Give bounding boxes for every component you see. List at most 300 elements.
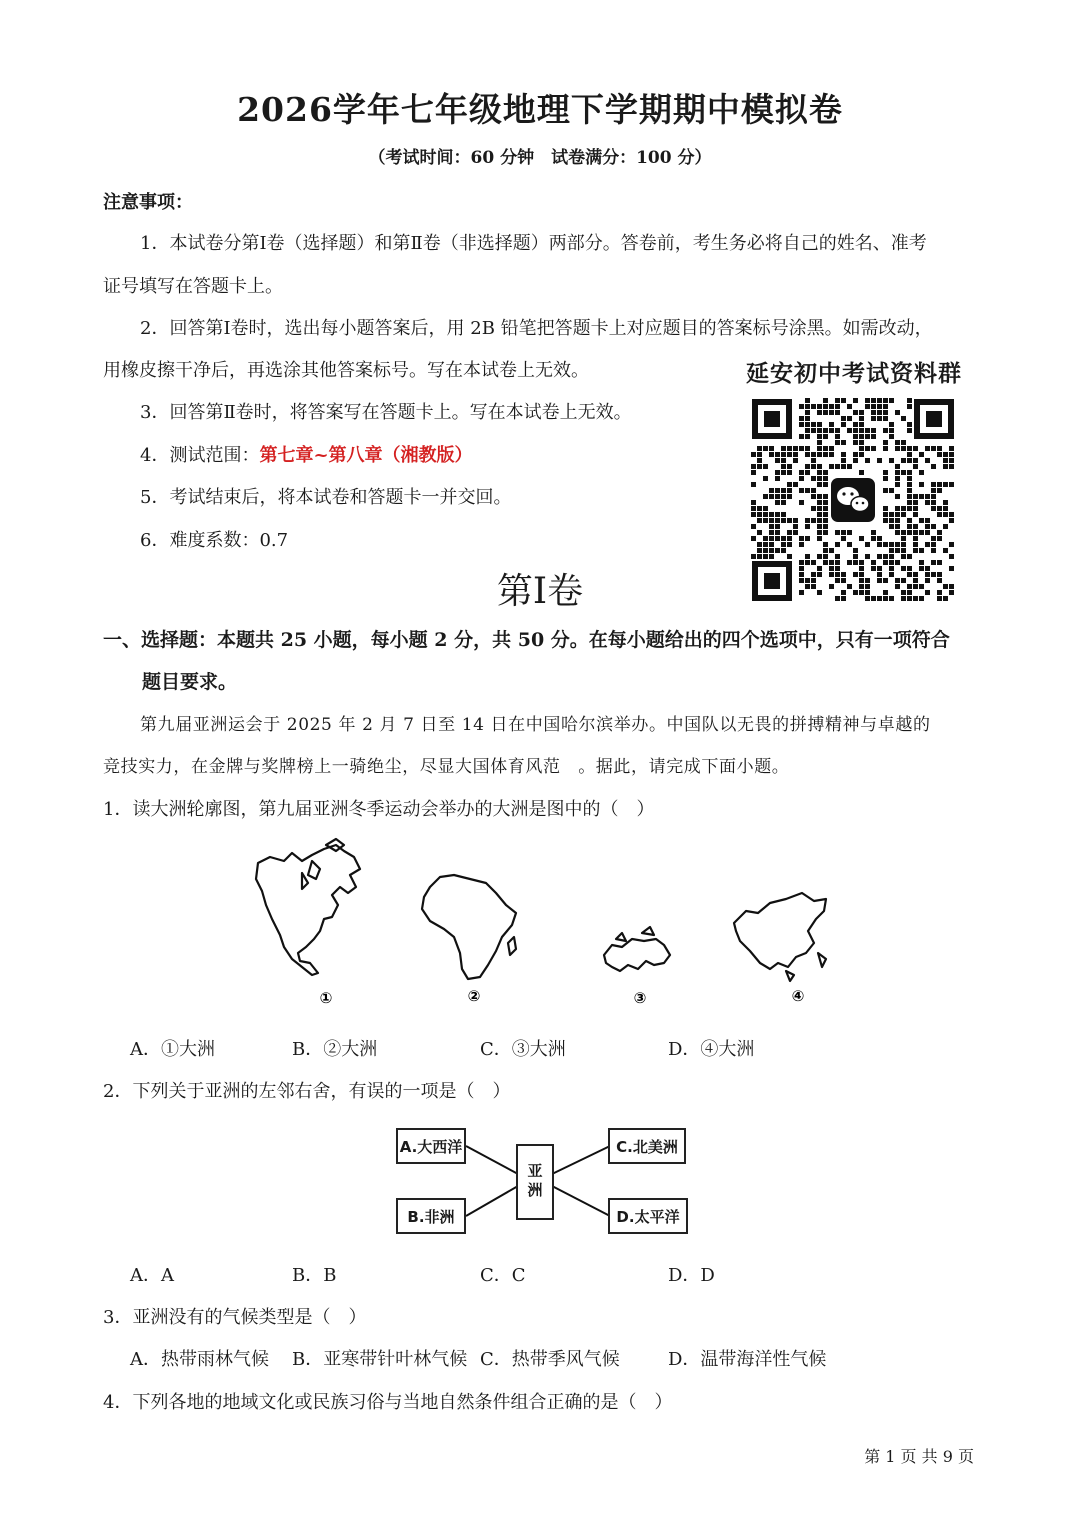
qr-module — [877, 410, 882, 415]
qr-module — [763, 446, 768, 451]
q2-box-c-label: C.北美洲 — [616, 1137, 678, 1156]
qr-module — [835, 464, 840, 469]
notes-heading: 注意事项： — [103, 192, 193, 213]
qr-module — [787, 482, 792, 487]
qr-module — [799, 434, 804, 439]
qr-module — [769, 548, 774, 553]
q1-option-c[interactable]: C．③大洲 — [480, 1039, 566, 1060]
qr-module — [775, 500, 780, 505]
qr-module — [907, 554, 912, 559]
qr-module — [919, 548, 924, 553]
qr-module — [865, 398, 870, 403]
qr-module — [781, 464, 786, 469]
qr-module — [823, 524, 828, 529]
qr-module — [781, 542, 786, 547]
note-3: 3．回答第Ⅱ卷时，将答案写在答题卡上。写在本试卷上无效。 — [140, 402, 632, 423]
qr-module — [865, 434, 870, 439]
map-label-2: ② — [467, 987, 481, 1005]
continent-asia-outline — [734, 893, 826, 969]
qr-module — [883, 554, 888, 559]
qr-module — [805, 404, 810, 409]
qr-module — [907, 446, 912, 451]
qr-module — [775, 524, 780, 529]
qr-module — [751, 554, 756, 559]
qr-module — [883, 440, 888, 445]
qr-module — [811, 488, 816, 493]
qr-module — [787, 536, 792, 541]
q3-option-b[interactable]: B．亚寒带针叶林气候 — [292, 1349, 468, 1370]
qr-module — [805, 410, 810, 415]
qr-module — [787, 530, 792, 535]
qr-module — [811, 464, 816, 469]
qr-module — [829, 404, 834, 409]
qr-module — [883, 512, 888, 517]
qr-module — [889, 548, 894, 553]
qr-module — [895, 512, 900, 517]
qr-module — [775, 548, 780, 553]
qr-module — [823, 452, 828, 457]
qr-module — [937, 482, 942, 487]
qr-module — [769, 518, 774, 523]
qr-module — [907, 524, 912, 529]
qr-module — [895, 542, 900, 547]
qr-module — [805, 422, 810, 427]
qr-module — [847, 464, 852, 469]
qr-module — [811, 452, 816, 457]
qr-module — [781, 548, 786, 553]
qr-module — [907, 506, 912, 511]
qr-module — [775, 476, 780, 481]
qr-module — [757, 548, 762, 553]
qr-module — [811, 428, 816, 433]
qr-module — [781, 518, 786, 523]
qr-module — [787, 464, 792, 469]
qr-module — [883, 476, 888, 481]
exam-title: 2026学年七年级地理下学期期中模拟卷 — [237, 90, 843, 129]
qr-module — [805, 554, 810, 559]
qr-module — [835, 410, 840, 415]
qr-module — [931, 524, 936, 529]
qr-module — [823, 404, 828, 409]
qr-module — [943, 482, 948, 487]
qr-module — [859, 428, 864, 433]
qr-module — [841, 422, 846, 427]
qr-module — [919, 482, 924, 487]
qr-module — [829, 464, 834, 469]
qr-module — [907, 530, 912, 535]
qr-module — [859, 446, 864, 451]
qr-module — [871, 434, 876, 439]
q2-option-a[interactable]: A．A — [130, 1265, 174, 1286]
qr-module — [763, 464, 768, 469]
qr-module — [901, 512, 906, 517]
qr-module — [913, 494, 918, 499]
qr-module — [817, 506, 822, 511]
qr-module — [751, 512, 756, 517]
qr-module — [937, 530, 942, 535]
q2-box-a — [396, 1128, 466, 1164]
qr-module — [823, 548, 828, 553]
qr-module — [835, 398, 840, 403]
q2-box-b — [396, 1198, 466, 1234]
qr-module — [907, 482, 912, 487]
qr-module — [769, 554, 774, 559]
qr-module — [763, 506, 768, 511]
qr-module — [865, 446, 870, 451]
qr-module — [889, 518, 894, 523]
q2-option-d[interactable]: D．D — [668, 1265, 715, 1286]
qr-module — [943, 452, 948, 457]
qr-module — [859, 536, 864, 541]
qr-module — [841, 458, 846, 463]
qr-module — [781, 458, 786, 463]
qr-module — [787, 554, 792, 559]
qr-module — [823, 518, 828, 523]
qr-module — [865, 554, 870, 559]
qr-module — [751, 500, 756, 505]
qr-module — [811, 506, 816, 511]
qr-module — [913, 500, 918, 505]
qr-module — [853, 440, 858, 445]
qr-module — [901, 446, 906, 451]
qr-module — [913, 530, 918, 535]
q2-option-c[interactable]: C．C — [480, 1265, 526, 1286]
q2-box-a-label: A.大西洋 — [399, 1137, 463, 1156]
qr-module — [757, 518, 762, 523]
qr-module — [877, 536, 882, 541]
qr-module — [937, 506, 942, 511]
qr-module — [925, 542, 930, 547]
qr-module — [757, 542, 762, 547]
qr-module — [925, 524, 930, 529]
map-label-3: ③ — [633, 989, 647, 1007]
qr-module — [823, 398, 828, 403]
qr-module — [823, 500, 828, 505]
qr-module — [913, 524, 918, 529]
qr-module — [901, 416, 906, 421]
qr-module — [865, 428, 870, 433]
qr-module — [823, 470, 828, 475]
qr-module — [907, 476, 912, 481]
qr-module — [781, 494, 786, 499]
qr-module — [853, 398, 858, 403]
qr-module — [817, 554, 822, 559]
qr-module — [859, 422, 864, 427]
qr-module — [763, 536, 768, 541]
qr-module — [817, 434, 822, 439]
qr-module — [877, 416, 882, 421]
section-1-line-1: 一、选择题：本题共 25 小题，每小题 2 分，共 50 分。在每小题给出的四个选项中，只有一项符合 — [103, 629, 950, 651]
qr-module — [871, 398, 876, 403]
qr-module — [799, 416, 804, 421]
story-line-2: 竞技实力，在金牌与奖牌榜上一骑绝尘，尽显大国体育风范 。据此，请完成下面小题。 — [103, 757, 790, 777]
qr-module — [907, 494, 912, 499]
qr-module — [931, 500, 936, 505]
qr-module — [931, 494, 936, 499]
q1-option-d[interactable]: D．④大洲 — [668, 1039, 755, 1060]
qr-module — [949, 482, 954, 487]
qr-module — [823, 482, 828, 487]
qr-module — [889, 398, 894, 403]
qr-module — [853, 410, 858, 415]
qr-module — [853, 434, 858, 439]
qr-module — [823, 410, 828, 415]
qr-module — [907, 488, 912, 493]
qr-module — [817, 512, 822, 517]
q2-option-b[interactable]: B．B — [292, 1265, 337, 1286]
qr-finder-top-right — [914, 399, 954, 439]
qr-module — [817, 530, 822, 535]
q1-option-b[interactable]: B．②大洲 — [292, 1039, 378, 1060]
qr-module — [811, 494, 816, 499]
qr-module — [781, 452, 786, 457]
qr-module — [883, 488, 888, 493]
qr-module — [823, 434, 828, 439]
qr-module — [877, 542, 882, 547]
qr-module — [889, 434, 894, 439]
qr-module — [817, 440, 822, 445]
qr-module — [949, 464, 954, 469]
qr-module — [847, 542, 852, 547]
qr-module — [841, 398, 846, 403]
qr-module — [805, 428, 810, 433]
qr-module — [757, 452, 762, 457]
map-label-1: ① — [319, 989, 333, 1007]
qr-module — [805, 398, 810, 403]
qr-module — [769, 446, 774, 451]
qr-module — [883, 446, 888, 451]
qr-module — [829, 446, 834, 451]
qr-module — [901, 458, 906, 463]
qr-module — [763, 476, 768, 481]
qr-module — [775, 488, 780, 493]
q2-box-d-label: D.太平洋 — [616, 1207, 680, 1226]
wechat-icon — [828, 475, 878, 525]
qr-module — [841, 416, 846, 421]
qr-module — [757, 554, 762, 559]
qr-module — [895, 506, 900, 511]
q2-box-center — [516, 1144, 554, 1220]
qr-module — [769, 494, 774, 499]
qr-module — [895, 410, 900, 415]
qr-module — [895, 470, 900, 475]
qr-module — [847, 416, 852, 421]
qr-module — [925, 458, 930, 463]
qr-module — [943, 458, 948, 463]
qr-module — [817, 446, 822, 451]
qr-module — [925, 530, 930, 535]
qr-module — [889, 512, 894, 517]
q4-stem: 4．下列各地的地域文化或民族习俗与当地自然条件组合正确的是（ ） — [103, 1392, 673, 1413]
qr-module — [817, 428, 822, 433]
continent-north-america-outline — [256, 845, 360, 975]
qr-module — [913, 446, 918, 451]
qr-module — [901, 536, 906, 541]
q2-box-d — [608, 1198, 688, 1234]
qr-module — [949, 542, 954, 547]
qr-module — [901, 554, 906, 559]
qr-module — [775, 536, 780, 541]
qr-module — [895, 482, 900, 487]
qr-module — [943, 500, 948, 505]
qr-module — [877, 458, 882, 463]
qr-module — [949, 452, 954, 457]
qr-module — [949, 458, 954, 463]
qr-module — [811, 404, 816, 409]
qr-module — [841, 530, 846, 535]
qr-module — [805, 464, 810, 469]
qr-module — [805, 416, 810, 421]
qr-module — [823, 530, 828, 535]
qr-module — [757, 530, 762, 535]
qr-module — [775, 470, 780, 475]
qr-module — [817, 464, 822, 469]
qr-module — [793, 458, 798, 463]
qr-module — [913, 506, 918, 511]
qr-module — [817, 536, 822, 541]
qr-module — [805, 446, 810, 451]
qr-module — [895, 440, 900, 445]
qr-module — [901, 506, 906, 511]
qr-module — [781, 500, 786, 505]
qr-module — [907, 470, 912, 475]
qr-module — [853, 422, 858, 427]
qr-module — [793, 530, 798, 535]
qr-module — [835, 440, 840, 445]
qr-module — [799, 542, 804, 547]
qr-module — [913, 512, 918, 517]
qr-module — [901, 542, 906, 547]
qr-module — [889, 554, 894, 559]
qr-module — [781, 470, 786, 475]
qr-module — [883, 416, 888, 421]
qr-module — [823, 494, 828, 499]
qr-module — [775, 512, 780, 517]
q1-option-a[interactable]: A．①大洲 — [130, 1039, 215, 1060]
qr-module — [859, 416, 864, 421]
qr-module — [775, 518, 780, 523]
qr-module — [775, 530, 780, 535]
qr-module — [907, 452, 912, 457]
q3-option-c[interactable]: C．热带季风气候 — [480, 1349, 620, 1370]
qr-module — [823, 506, 828, 511]
qr-module — [853, 428, 858, 433]
qr-module — [793, 518, 798, 523]
qr-module — [883, 428, 888, 433]
qr-module — [757, 446, 762, 451]
note-2-line-1: 2．回答第Ⅰ卷时，选出每小题答案后，用 2B 铅笔把答题卡上对应题目的答案标号涂黑。如需改动， — [140, 318, 933, 339]
qr-module — [757, 464, 762, 469]
q2-stem: 2．下列关于亚洲的左邻右舍，有误的一项是（ ） — [103, 1081, 511, 1102]
qr-module — [931, 548, 936, 553]
continent-africa-outline — [422, 875, 516, 979]
qr-module — [949, 518, 954, 523]
qr-module — [835, 428, 840, 433]
note-5: 5．考试结束后，将本试卷和答题卡一并交回。 — [140, 487, 512, 508]
qr-module — [751, 464, 756, 469]
qr-module — [949, 554, 954, 559]
qr-module — [877, 404, 882, 409]
qr-module — [943, 524, 948, 529]
qr-module — [835, 530, 840, 535]
qr-module — [913, 464, 918, 469]
qr-module — [883, 542, 888, 547]
qr-module — [805, 518, 810, 523]
note-2-line-2: 用橡皮擦干净后，再选涂其他答案标号。写在本试卷上无效。 — [103, 360, 589, 381]
note-1-line-2: 证号填写在答题卡上。 — [103, 276, 283, 297]
qr-module — [763, 542, 768, 547]
qr-module — [799, 470, 804, 475]
qr-module — [805, 536, 810, 541]
qr-module — [841, 440, 846, 445]
qr-module — [805, 488, 810, 493]
qr-module — [919, 530, 924, 535]
qr-module — [829, 410, 834, 415]
qr-module — [859, 410, 864, 415]
qr-module — [895, 524, 900, 529]
qr-module — [895, 476, 900, 481]
note-4-prefix: 4．测试范围： — [140, 445, 260, 466]
qr-module — [853, 458, 858, 463]
qr-module — [823, 554, 828, 559]
qr-module — [799, 404, 804, 409]
qr-module — [811, 422, 816, 427]
qr-module — [817, 524, 822, 529]
qr-module — [823, 446, 828, 451]
qr-module — [817, 476, 822, 481]
qr-module — [907, 518, 912, 523]
qr-module — [877, 398, 882, 403]
qr-module — [751, 536, 756, 541]
qr-module — [883, 470, 888, 475]
qr-module — [877, 554, 882, 559]
qr-module — [865, 542, 870, 547]
qr-module — [781, 446, 786, 451]
qr-module — [883, 518, 888, 523]
qr-module — [763, 494, 768, 499]
qr-module — [769, 488, 774, 493]
q3-option-d[interactable]: D．温带海洋性气候 — [668, 1349, 827, 1370]
qr-module — [931, 536, 936, 541]
qr-module — [931, 464, 936, 469]
qr-module — [835, 404, 840, 409]
qr-module — [799, 446, 804, 451]
qr-module — [817, 482, 822, 487]
qr-module — [835, 542, 840, 547]
q1-stem: 1．读大洲轮廓图，第九届亚洲冬季运动会举办的大洲是图中的（ ） — [103, 799, 655, 820]
qr-title: 延安初中考试资料群 — [746, 360, 962, 387]
qr-module — [859, 434, 864, 439]
q3-option-a[interactable]: A．热带雨林气候 — [130, 1349, 269, 1370]
qr-module — [751, 482, 756, 487]
qr-module — [823, 542, 828, 547]
continent-outlines — [240, 835, 840, 1015]
qr-module — [769, 536, 774, 541]
q3-stem: 3．亚洲没有的气候类型是（ ） — [103, 1307, 367, 1328]
qr-module — [949, 446, 954, 451]
qr-module — [937, 488, 942, 493]
qr-module — [835, 434, 840, 439]
qr-module — [889, 458, 894, 463]
qr-module — [937, 446, 942, 451]
qr-module — [775, 458, 780, 463]
qr-module — [913, 458, 918, 463]
qr-module — [871, 530, 876, 535]
qr-module — [769, 530, 774, 535]
qr-module — [931, 542, 936, 547]
qr-module — [799, 500, 804, 505]
q2-box-c — [608, 1128, 686, 1164]
